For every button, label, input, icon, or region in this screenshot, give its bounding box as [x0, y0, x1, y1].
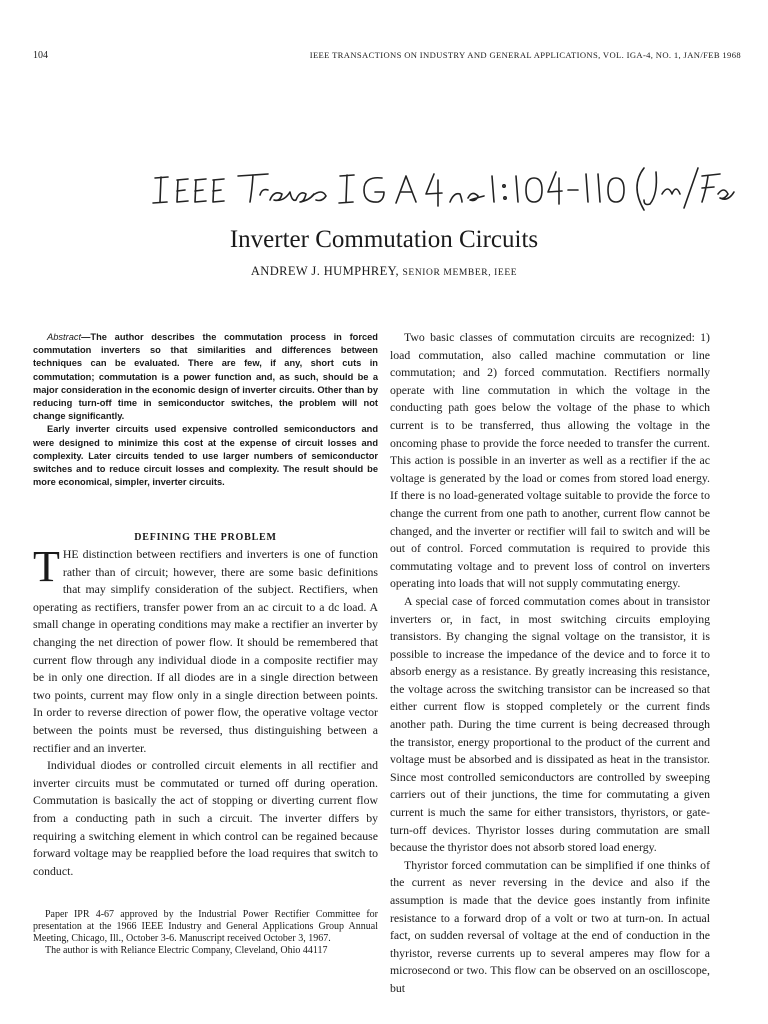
- handwriting-drawing: [150, 150, 740, 220]
- author-line: [0, 264, 768, 279]
- author-grade: SENIOR MEMBER, IEEE: [402, 268, 518, 278]
- author-name: ANDREW J. HUMPHREY,: [250, 264, 400, 278]
- section-heading: DEFINING THE PROBLEM: [134, 532, 277, 543]
- left-column-body: [33, 542, 378, 880]
- abstract-lead: Abstract: [47, 332, 82, 342]
- paper-title: Inverter Commutation Circuits: [229, 226, 539, 253]
- journal-citation: IEEE TRANSACTIONS ON INDUSTRY AND GENERAL APPLICATIONS, VOL. IGA-4, NO. 1, JAN/FEB 1968: [309, 50, 741, 60]
- body-paragraph-2: Individual diodes or controlled circuit elements in all rectifier and inverter circuits must be commutated or turned off during operation. Commutation is basically the act of stopping or diverting current flow from a conducting path in such a circuit. The inverter differs by requiring a switching element in which control can be regained because forward voltage may be reapplied before the load requires that switch to conduct.: [33, 758, 378, 878]
- body-paragraph-3: Two basic classes of commutation circuits are recognized: 1) load commutation, also called machine commutation or line commutation; and 2) forced commutation. Rectifiers normally operate with line commutation in which the voltage in the conducting path goes below the voltage of the phase to which current is to be transferred, thus allowing the voltage in the oncoming phase to provide the force needed to transfer the current. This action is possible in an inverter as well as a rectifier if the ac voltage is generated by the load or comes from stored load energy. If there is no load-generated voltage suitable to provide the force to change the current from one path to another, current flow cannot be changed, and the inverter or rectifier will fail to switch and will be out of control. Forced commutation is required to provide this commutating voltage and to prevent loss of control on inverters operating into loads that will not supply commutating energy.: [390, 330, 710, 591]
- body-paragraph-5: Thyristor forced commutation can be simplified if one thinks of the current as never reversing in the device and also if the assumption is made that the device goes instantly from infinite resistance to a forward drop of a volt or two at turn-on. In actual fact, on sudden reversal of voltage at the end of conduction in the thyristor, reverse currents up to several amperes may flow for a microsecond or two. This flow can be observed on an oscilloscope, but: [390, 857, 710, 995]
- abstract-paragraph-2: Early inverter circuits used expensive controlled semiconductors and were designed to minimize this cost at the expense of circuit losses and complexity. Later circuits tended to use larger numbers of semiconductor switches and to reduce circuit losses and complexity. The result should be more economical, simpler, inverter circuits.: [33, 424, 378, 488]
- abstract-paragraph-1: —The author describes the commutation process in forced commutation inverters so that similarities and differences between techniques can be evaluated. There are few, if any, short cuts in commutation; commutation is a power function and, as such, should be a major consideration in the economic design of inverter circuits. Other than by reducing turn-off time in semiconductor switches, the problem will not change significantly.: [33, 332, 378, 422]
- running-head: [33, 50, 741, 64]
- footnote-paragraph-1: Paper IPR 4-67 approved by the Industrial Power Rectifier Committee for presentation at the 1966 IEEE Industry and General Applications Group Annual Meeting, Chicago, Ill., October 3-6. Manuscript received October 3, 1967.: [33, 909, 378, 944]
- abstract: [33, 331, 378, 489]
- footnote-paragraph-2: The author is with Reliance Electric Company, Cleveland, Ohio 44117: [45, 945, 328, 956]
- body-paragraph-1: HE distinction between rectifiers and inverters is one of function rather than of circuit; however, there are some basic definitions that may simplify consideration of the subject. Rectifiers, when operating as rectifiers, transfer power from an ac circuit to a dc load. A small change in operating conditions may make a rectifier an inverter by changing the net direction of power flow. It should be remembered that current flow through any individual diode in a composite rectifier may be in only one direction. If all diodes are in a single direction between two points, current may flow only in a single direction between points. In order to reverse direction of power flow, the operative voltage vector between the points must be reversed, thus distinguishing between a rectifier and an inverter.: [33, 547, 378, 755]
- drop-cap: T: [33, 542, 60, 591]
- right-column-body: [390, 329, 710, 998]
- footnote: [33, 909, 378, 957]
- body-paragraph-4: A special case of forced commutation comes about in transistor inverters or, in fact, in most switching circuits employing transistors. By changing the signal voltage on the transistor, it is possible to increase the impedance of the device and to force it to absorb energy as a resistance. By greatly increasing this resistance, the voltage across the switching transistor can be increased so that either current flow is stopped completely or the current finds another path. During the time current is being decreased through the transistor, energy proportional to the product of the current and voltage must be absorbed and is dissipated as heat in the transistor. Since most controlled semiconductors are controlled by sweeping carriers out of their junctions, the time for commutating a given current is much the same for either transistors, thyristors, or gate-turn-off devices. Thyristor losses during commutation are small because the thyristor does not absorb stored load energy.: [390, 593, 710, 855]
- handwritten-citation-note: [150, 150, 740, 220]
- page-number: 104: [33, 50, 48, 61]
